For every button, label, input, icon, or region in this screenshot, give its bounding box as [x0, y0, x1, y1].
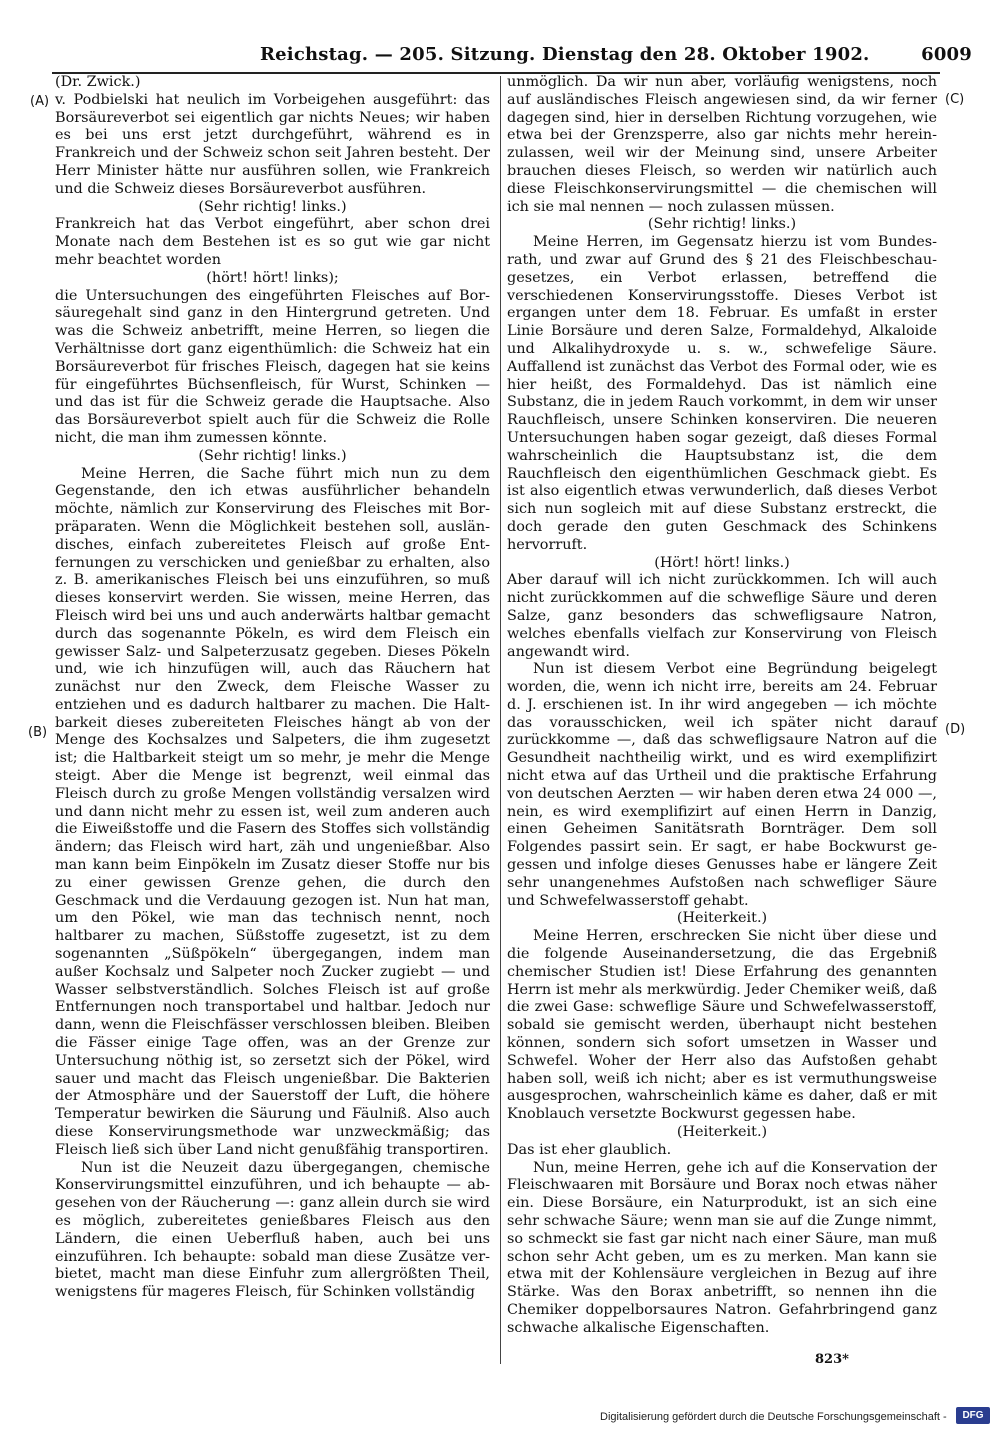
- dfg-logo: DFG: [956, 1407, 990, 1424]
- paragraph: Meine Herren, im Gegensatz hierzu ist vom Bundesrath, und zwar auf Grund des § 21 des Fleischbeschaugesetzes, ein Verbot erlassen, betreffend die verschiedenen Konservirungsstoffe. Dieses Verbot ist ergangen unter dem 18. Februar. Es umfaßt in erster Linie Borsäure und deren Salze, Formaldehyd, Alkaloide und Alkalihydroxyde u. s. w., schwefelige Säure. Auffallend ist zunächst das Verbot des Formal oder, wie es hier heißt, des Formaldehyd. Das ist nämlich eine Substanz, die in jedem Rauch vorkommt, in dem wir unser Rauchfleisch, unsere Schinken konserviren. Die neueren Untersuchungen haben sogar gezeigt, daß dieses Formal wahrscheinlich die Hauptsubstanz ist, die dem Rauchfleisch den eigenthümlichen Geschmack giebt. Es ist also eigentlich etwas verwunderlich, daß dieses Verbot sich nun sogleich mit auf diese Substanz erstreckt, die doch gerade den guten Geschmack des Schinkens hervorruft.: [507, 234, 937, 553]
- page-header: [20, 44, 980, 72]
- paragraph: Meine Herren, erschrecken Sie nicht über diese und die folgende Auseinandersetzung, die das Ergebniß chemischer Studien ist! Diese Erfahrung des genannten Herrn ist mehr als merkwürdig. Jeder Chemiker weiß, daß die zwei Gase: schweflige Säure und Schwefelwasserstoff, sobald sie gemischt werden, überhaupt nicht bestehen können, sondern sich sofort umsetzen in Wasser und Schwefel. Woher der Herr also das Aufstoßen gehabt haben soll, weiß ich nicht; aber es ist vermuthungsweise ausgesprochen, wahrscheinlich käme es daher, daß er mit Knoblauch versetzte Bockwurst gegessen habe.: [507, 928, 937, 1123]
- page-number: 6009: [921, 44, 972, 65]
- paragraph: Nun ist diesem Verbot eine Begründung beigelegt worden, die, wenn ich nicht irre, bereits am 24. Februar d. J. erschienen ist. In ihr wird angegeben — ich möchte das vorausschicken, weil ich später nicht darauf zurückkomme —, daß das schwefligsaure Natron auf die Gesundheit nachtheilig wirkt, und es wird exemplifizirt nicht etwa auf das Urtheil und die praktische Erfahrung von deutschen Aerzten — wir haben deren etwa 24 000 —, nein, es wird exemplifizirt auf einen Herrn in Danzig, einen Geheimen Sanitätsrath Bornträger. Dem soll Folgendes passirt sein. Er sagt, er habe Bockwurst gegessen und infolge dieses Genusses habe er längere Zeit sehr unangenehmes Aufstoßen nach schwefliger Säure und Schwefelwasserstoff gehabt.: [507, 661, 937, 909]
- paragraph: unmöglich. Da wir nun aber, vorläufig wenigstens, noch auf ausländisches Fleisch angewiesen sind, da wir ferner dagegen sind, hier in derselben Richtung vorzugehen, wie etwa bei der Grenzsperre, also gar nichts mehr hereinzulassen, weil wir der Meinung sind, unsere Arbeiter brauchen dieses Fleisch, so werden wir natürlich auch diese Fleischkonservirungsmittel — die chemischen will ich sie mal nennen — noch zulassen müssen.: [507, 74, 937, 215]
- paragraph: Frankreich hat das Verbot eingeführt, aber schon drei Monate nach dem Bestehen ist es so gut wie gar nicht mehr beachtet worden: [55, 216, 490, 268]
- paragraph: Das ist eher glaublich.: [507, 1141, 672, 1158]
- speaker-label: (Dr. Zwick.): [55, 74, 141, 90]
- page-title: Reichstag. — 205. Sitzung. Dienstag den 28. Oktober 1902.: [260, 44, 870, 65]
- right-column: [507, 74, 937, 1338]
- margin-mark-d: (D): [945, 722, 966, 737]
- interjection: (Sehr richtig! links.): [198, 447, 347, 464]
- margin-mark-b: (B): [28, 725, 48, 740]
- interjection: (Sehr richtig! links.): [198, 198, 347, 215]
- paragraph: Nun, meine Herren, gehe ich auf die Konservation der Fleischwaaren mit Borsäure und Borax noch etwas näher ein. Diese Borsäure, ein Naturprodukt, ist an sich eine sehr schwache Säure; wenn man sie auf die Zunge nimmt, so schmeckt sie fast gar nicht nach einer Säure, man muß schon sehr Acht geben, um es zu merken. Man kann sie etwa mit der Kohlensäure vergleichen in Bezug auf ihre Stärke. Was den Borax anbetrifft, so nennen ihn die Chemiker doppelborsaures Natron. Gefahrbringend ganz schwache alkalische Eigenschaften.: [507, 1159, 937, 1336]
- paragraph: Nun ist die Neuzeit dazu übergegangen, chemische Konservirungsmittel einzuführen, und ich behaupte — abgesehen von der Räucherung —: ganz allein durch sie wird es möglich, zubereitetes genießbares Fleisch aus den Ländern, die einen Ueberfluß haben, auch bei uns einzuführen. Ich behaupte: sobald man diese Zusätze verbietet, macht man diese Einfuhr zum allergrößten Theil, wenigstens für mageres Fleisch, für Schinken vollständig: [55, 1159, 490, 1301]
- left-column: [55, 74, 490, 1302]
- paragraph: Aber darauf will ich nicht zurückkommen. Ich will auch nicht zurückkommen auf die schweflige Säure und deren Salze, ganz besonders das schwefligsaure Natron, welches ebenfalls vielfach zur Konservirung von Fleisch angewandt wird.: [507, 572, 937, 660]
- paragraph: Meine Herren, die Sache führt mich nun zu dem Gegenstande, den ich etwas ausführlicher behandeln möchte, nämlich zur Konservirung des Fleisches mit Borpräparaten. Wenn die Möglichkeit bestehen soll, ausländisches, einfach zubereitetes Fleisch auf große Entfernungen zu verschicken und genießbar zu erhalten, also z. B. amerikanisches Fleisch bei uns einzuführen, so muß dieses konservirt werden. Sie wissen, meine Herren, das Fleisch wird bei uns und auch anderwärts haltbar gemacht durch das sogenannte Pökeln, es wird dem Fleisch ein gewisser Salz- und Salpeterzusatz gegeben. Dieses Pökeln und, wie ich hinzufügen will, auch das Räuchern hat zunächst nur den Zweck, dem Fleische Wasser zu entziehen und es dadurch haltbarer zu machen. Die Haltbarkeit dieses zubereiteten Fleisches hängt ab von der Menge des Kochsalzes und Salpeters, die ihm zugesetzt ist; die Haltbarkeit steigt um so mehr, je mehr die Menge steigt. Aber die Menge ist begrenzt, weil einmal das Fleisch durch zu große Mengen vollständig versalzen wird und dann nicht mehr zu essen ist, weil zum anderen auch die Eiweißstoffe und die Fasern des Stoffes sich vollständig ändern; das Fleisch wird hart, zäh und ungenießbar. Also man kann beim Einpökeln im Zusatz dieser Stoffe nur bis zu einer gewissen Grenze gehen, die durch den Geschmack und die Verdauung gezogen ist. Nun hat man, um den Pökel, wie man das technisch nennt, noch haltbarer zu machen, Süßstoffe zugesetzt, ist zu dem sogenannten „Süßpökeln“ übergegangen, indem man außer Kochsalz und Salpeter noch Zucker zugiebt — und Wasser selbstverständlich. Solches Fleisch ist auf große Entfernungen noch transportabel und haltbar. Jedoch nur dann, wenn die Fleischfässer verschlossen bleiben. Bleiben die Fässer einige Tage offen, was an der Grenze zur Untersuchung nöthig ist, so zersetzt sich der Pökel, wird sauer und macht das Fleisch ungenießbar. Die Bakterien der Atmosphäre und der Sauerstoff der Luft, die höhere Temperatur bewirken die Säurung und Fäulniß. Also auch diese Konservirungsmethode war unzweckmäßig; das Fleisch ließ sich über Land nicht genußfähig transportiren.: [55, 465, 490, 1158]
- interjection: (Heiterkeit.): [676, 910, 768, 927]
- interjection: (Heiterkeit.): [676, 1124, 768, 1141]
- interjection: (Hört! hört! links.): [654, 554, 790, 571]
- interjection: (Sehr richtig! links.): [647, 216, 797, 233]
- paragraph: v. Podbielski hat neulich im Vorbeigehen ausgeführt: das Borsäureverbot sei eigentlich gar nichts Neues; wir haben es bei uns erst jetzt durchgeführt, während es in Frankreich und der Schweiz schon seit Jahren besteht. Der Herr Minister hätte nur ausführen sollen, wie Frankreich und die Schweiz dieses Borsäureverbot ausführen.: [55, 91, 490, 197]
- margin-mark-c: (C): [945, 92, 965, 107]
- column-divider: [500, 76, 501, 1364]
- digitization-credit: Digitalisierung gefördert durch die Deutsche Forschungsgemeinschaft -: [600, 1411, 947, 1423]
- margin-mark-a: (A): [30, 94, 50, 109]
- interjection: (hört! hört! links);: [206, 269, 339, 286]
- paragraph: die Untersuchungen des eingeführten Fleisches auf Borsäuregehalt sind ganz in den Hintergrund getreten. Und was die Schweiz anbetrifft, meine Herren, so liegen die Verhältnisse dort ganz eigenthümlich: die Schweiz hat ein Borsäureverbot für frisches Fleisch, dagegen hat sie keins für eingeführtes Büchsenfleisch, für Wurst, Schinken — und das ist für die Schweiz gerade die Hauptsache. Also das Borsäureverbot spielt auch für die Schweiz die Rolle nicht, die man ihm zumessen könnte.: [55, 287, 490, 446]
- signature-mark: 823*: [815, 1352, 849, 1367]
